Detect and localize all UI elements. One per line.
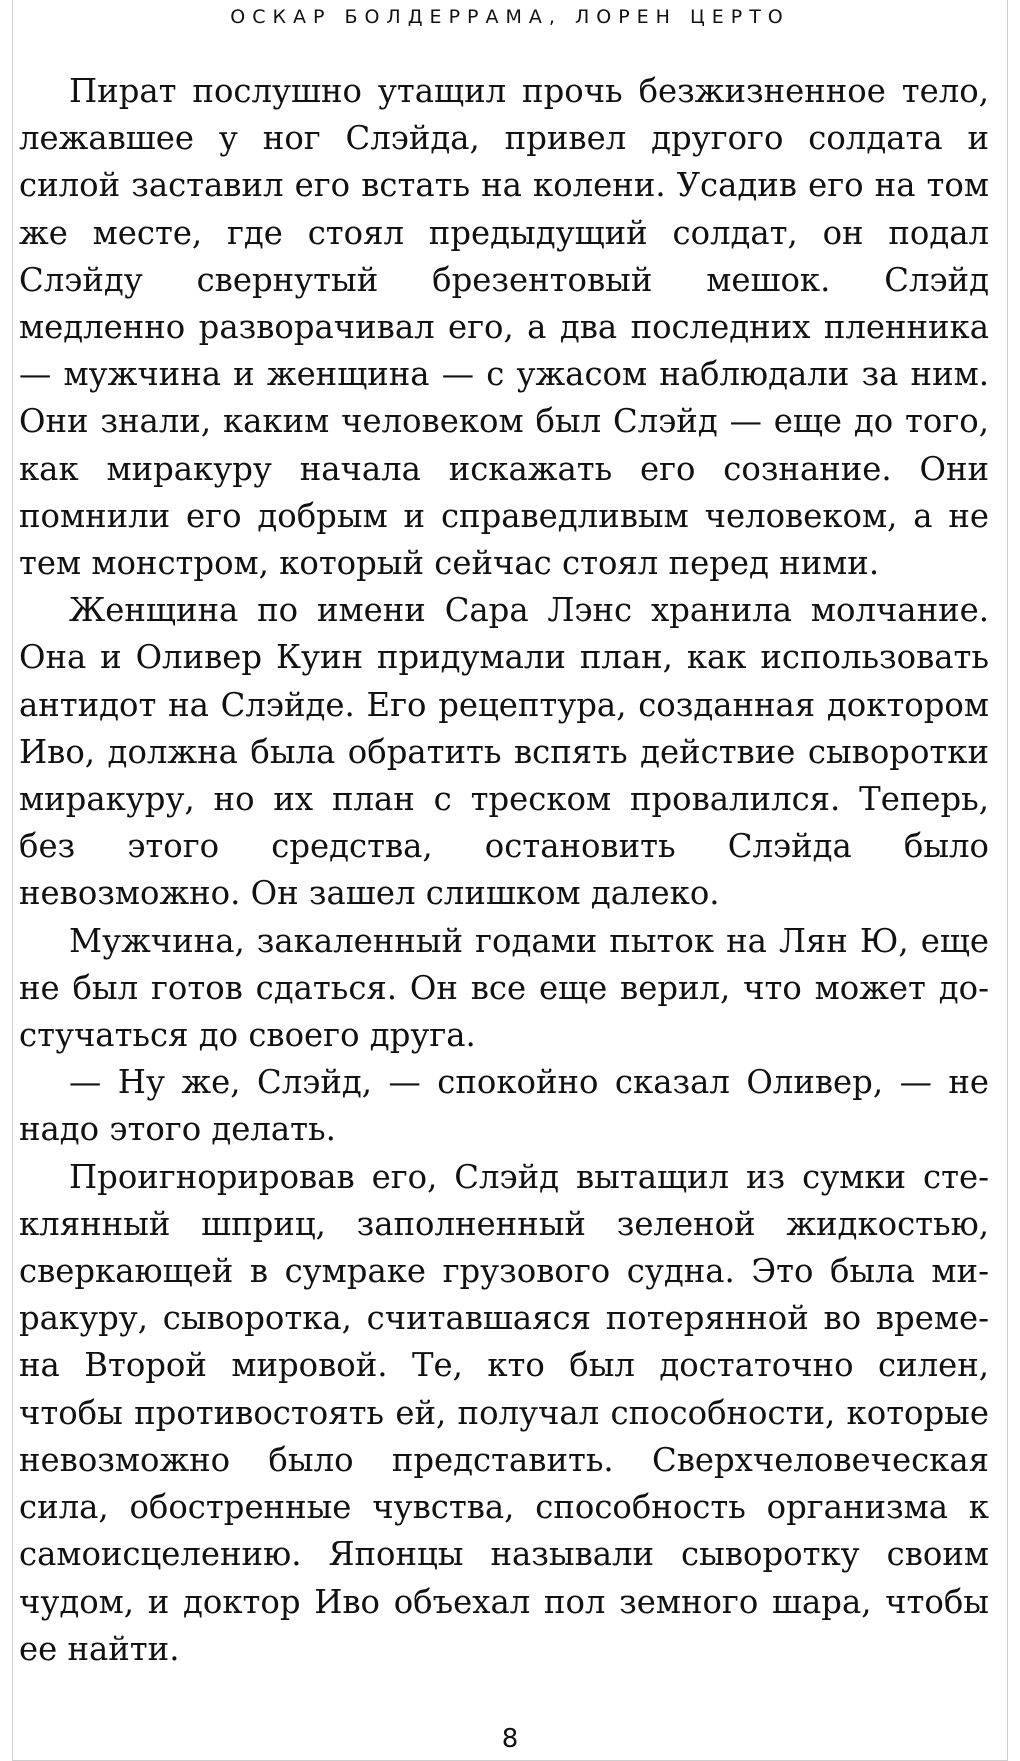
book-page xyxy=(12,0,1008,1761)
running-head: ОСКАР БОЛДЕРРАМА, ЛОРЕН ЦЕРТО xyxy=(230,6,790,28)
paragraph: Женщина по имени Сара Лэнс хранила молчание. Она и Оливер Куин придумали план, как использовать антидот на Слэйде. Его рецептура, созданная доктором Иво, должна была обратить вспять действие сыворотки миракуру, но их план с треском провалился. Теперь, без этого средства, остановить Слэйда было невозможно. Он зашел слишком далеко. xyxy=(19,591,989,913)
paragraph: Пират послушно утащил прочь безжизненное тело, лежавшее у ног Слэйда, привел другого солдата и силой заставил его встать на колени. Усадив его на том же месте, где стоял предыдущий солдат, он подал Слэйду свернутый брезентовый мешок. Слэйд медленно разворачивал его, а два последних пленника — мужчина и женщина — с ужасом наблюдали за ним. Они знали, каким человеком был Слэйд — еще до того, как миракуру начала искажать его сознание. Они помнили его добрым и справедливым человеком, а не тем монстром, который сейчас стоял перед ними. xyxy=(19,72,989,583)
paragraph: — Ну же, Слэйд, — спокойно сказал Оливер, — не надо этого делать. xyxy=(19,1063,989,1149)
body-text xyxy=(19,68,989,1673)
paragraph: Мужчина, закаленный годами пыток на Лян Ю, еще не был готов сдаться. Он все еще верил, что может достучаться до своего друга. xyxy=(19,921,989,1055)
paragraph: Проигнорировав его, Слэйд вытащил из сумки стеклянный шприц, заполненный зеленой жидкостью, сверкающей в сумраке грузового судна. Это была миракуру, сыворотка, считавшаяся потерянной во времена Второй мировой. Те, кто был достаточно силен, чтобы противостоять ей, получал способности, которые невозможно было представить. Сверхчеловеческая сила, обостренные чувства, способность организма к самоисцелению. Японцы называли сыворотку своим чудом, и доктор Иво объехал пол земного шара, чтобы ее найти. xyxy=(19,1157,989,1668)
page-number: 8 xyxy=(501,1724,519,1754)
